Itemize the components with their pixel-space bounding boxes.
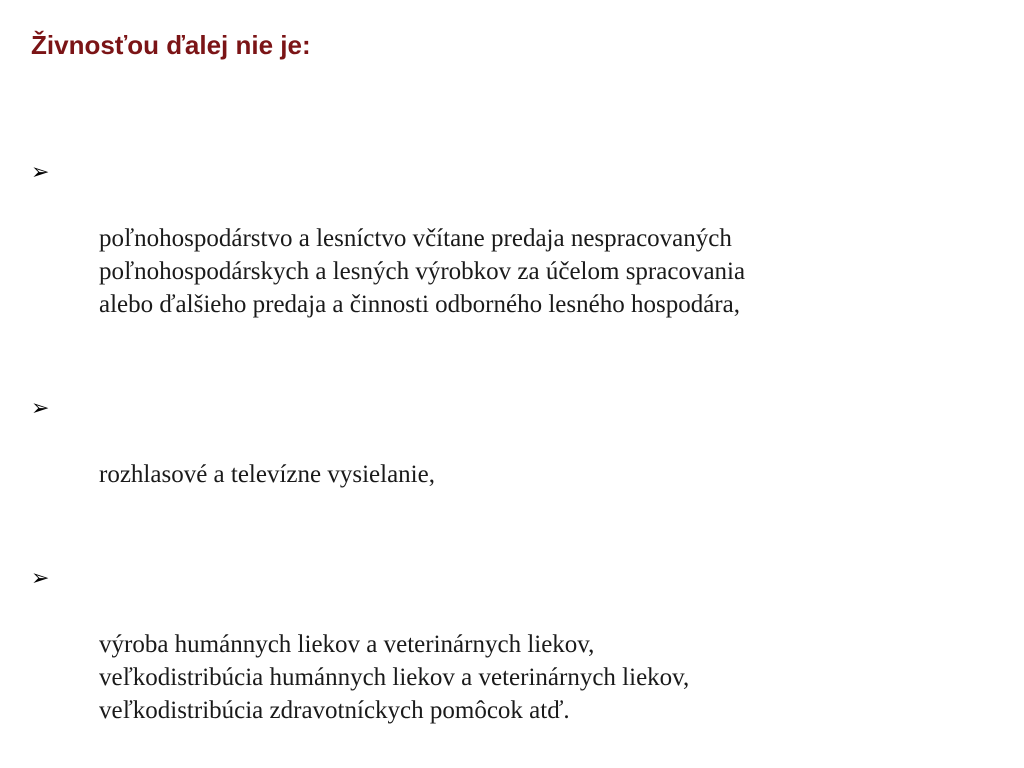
bullet-item-broadcasting: [31, 392, 991, 524]
bullet-text: výroba humánnych liekov a veterinárnych liekov, veľkodistribúcia humánnych liekov a veterinárnych liekov, veľkodistribúcia zdravotníckych pomôcok atď.: [99, 631, 690, 724]
bullet-item-medicines: [31, 562, 991, 760]
arrow-bullet-icon: ➢: [31, 566, 50, 591]
bullet-text: poľnohospodárstvo a lesníctvo včítane predaja nespracovaných poľnohospodárskych a lesných výrobkov za účelom spracovania alebo ďalšieho predaja a činnosti odborného lesného hospodára,: [99, 225, 746, 318]
bullet-item-agriculture-forestry: [31, 156, 991, 354]
arrow-bullet-icon: ➢: [31, 160, 50, 185]
arrow-bullet-icon: ➢: [31, 396, 50, 421]
slide-title: Živnosťou ďalej nie je:: [31, 30, 311, 60]
bullet-text: rozhlasové a televízne vysielanie,: [99, 461, 435, 488]
bullet-list: [31, 156, 991, 760]
